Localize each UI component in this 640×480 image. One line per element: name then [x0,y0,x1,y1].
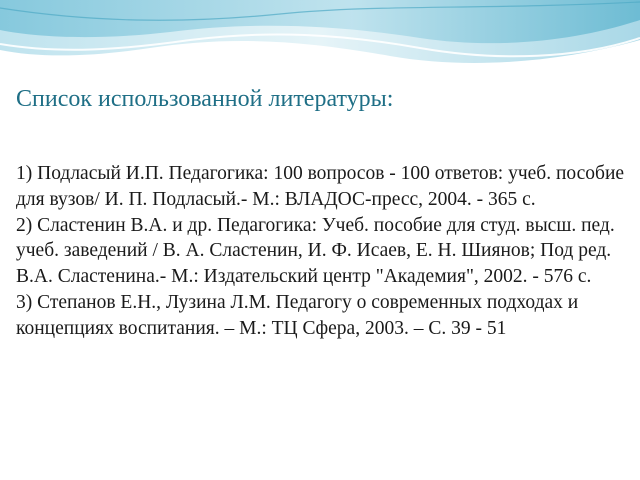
reference-list [16,161,634,342]
reference-text: Сластенин В.А. и др. Педагогика: Учеб. пособие для студ. высш. пед. учеб. заведений / В. А. Сластенин, И. Ф. Исаев, Е. Н. Шиянов; Под ред. В.А. Сластенина.- М.: Издательский центр "Академия", 2002. - 576 с. [16,214,615,288]
list-item [16,161,634,213]
decorative-wave-header [0,0,640,80]
reference-text: Подласый И.П. Педагогика: 100 вопросов - 100 ответов: учеб. пособие для вузов/ И. П. Подласый.- М.: ВЛАДОС-пресс, 2004. - 365 с. [16,163,625,210]
list-item [16,290,634,342]
page-title: Список использованной литературы: [16,86,394,112]
reference-text: Степанов Е.Н., Лузина Л.М. Педагогу о современных подходах и концепциях воспитания. – М.: ТЦ Сфера, 2003. – С. 39 - 51 [16,291,579,339]
reference-number: 1) [16,163,33,184]
reference-number: 3) [16,291,33,313]
list-item [16,213,634,290]
reference-number: 2) [16,214,33,236]
